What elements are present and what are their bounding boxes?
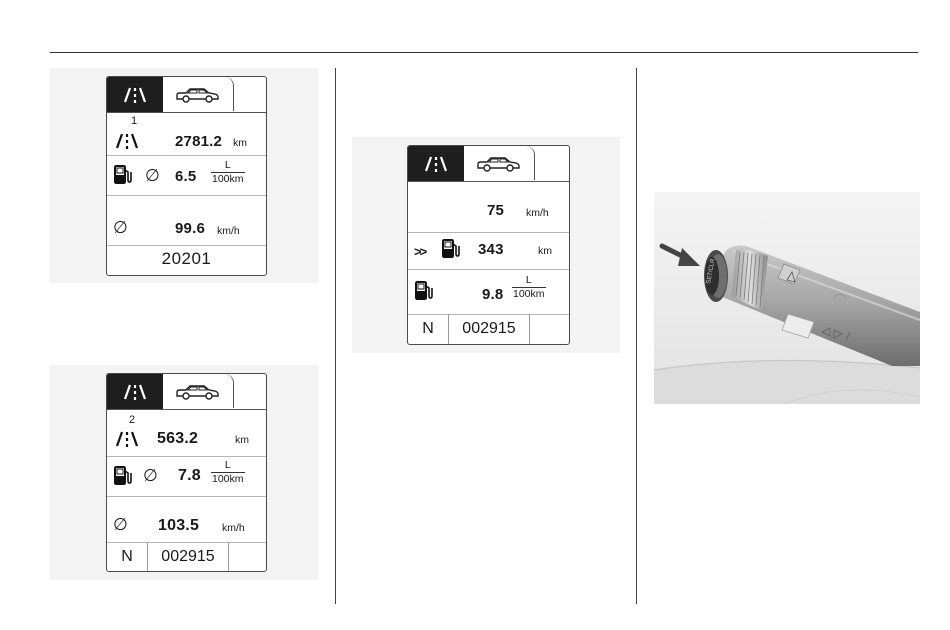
fuel-unit: L 100km [513, 274, 545, 300]
status-row [408, 314, 569, 344]
speed-row [408, 182, 569, 233]
distance-unit: km [235, 434, 249, 446]
display-tab-row [107, 77, 266, 113]
average-speed-row [107, 195, 266, 246]
header-rule [50, 52, 918, 53]
range-prefix: >> [414, 244, 426, 259]
fuel-average-row [107, 155, 266, 196]
speed-value: 75 [487, 202, 505, 219]
tab-vehicle [163, 374, 234, 408]
stalk-illustration [654, 192, 920, 404]
trip-number: 1 [131, 115, 138, 127]
trip-computer-figure-3 [352, 137, 620, 353]
trip-display-2 [106, 373, 267, 572]
column-divider-left [335, 68, 336, 604]
fuel-pump-icon [441, 238, 461, 260]
trip-display-3 [407, 145, 570, 345]
fuel-unit: L 100km [212, 459, 244, 485]
tab-trip [107, 77, 163, 112]
fuel-pump-icon [414, 280, 434, 302]
average-symbol-icon: ∅ [145, 166, 160, 185]
trip-road-icon [422, 154, 450, 174]
odometer-value: 002915 [161, 548, 215, 565]
stalk-photo [654, 192, 920, 404]
car-icon [475, 154, 523, 173]
fuel-instant-row [408, 269, 569, 315]
trip-number: 2 [129, 414, 136, 426]
trip-computer-figure-2 [50, 365, 318, 580]
tab-trip [107, 374, 163, 409]
range-row [408, 232, 569, 270]
trip-road-icon [113, 131, 141, 151]
fuel-instant-value: 9.8 [482, 286, 504, 303]
trip-road-icon [113, 429, 141, 449]
gear-indicator: N [422, 320, 434, 337]
svg-text:SET/CLR: SET/CLR [706, 258, 717, 285]
average-symbol-icon: ∅ [113, 515, 128, 534]
gear-indicator: N [121, 548, 133, 565]
fuel-unit: L 100km [212, 159, 244, 185]
trip-display-1 [106, 76, 267, 276]
trip-distance-value: 2781.2 [175, 133, 223, 150]
tab-vehicle [163, 77, 234, 111]
speed-unit: km/h [222, 522, 245, 534]
average-symbol-icon: ∅ [113, 218, 128, 237]
trip-road-icon [121, 85, 149, 105]
speed-unit: km/h [526, 207, 549, 219]
trip-road-icon [121, 382, 149, 402]
tab-vehicle [464, 146, 535, 180]
fuel-average-value: 6.5 [175, 168, 197, 185]
trip-computer-figure-1 [50, 68, 318, 283]
display-tab-row [107, 374, 266, 410]
column-divider-right [636, 68, 637, 604]
average-speed-value: 103.5 [158, 517, 200, 534]
car-icon [174, 85, 222, 104]
average-symbol-icon: ∅ [143, 466, 158, 485]
fuel-pump-icon [113, 465, 133, 487]
average-speed-row [107, 496, 266, 543]
speed-unit: km/h [217, 225, 240, 237]
range-value: 343 [478, 241, 504, 258]
odometer-row [107, 245, 266, 275]
average-speed-value: 99.6 [175, 220, 205, 237]
status-row [107, 542, 266, 572]
odometer-value: 002915 [462, 320, 516, 337]
fuel-pump-icon [113, 164, 133, 186]
trip-distance-row [107, 410, 266, 457]
car-icon [174, 382, 222, 401]
tab-trip [408, 146, 464, 181]
fuel-average-value: 7.8 [178, 467, 201, 484]
trip-distance-value: 563.2 [157, 430, 199, 447]
fuel-average-row [107, 456, 266, 497]
odometer-value: 20201 [161, 249, 212, 268]
trip-distance-row [107, 113, 266, 156]
display-tab-row [408, 146, 569, 182]
range-unit: km [538, 245, 552, 257]
distance-unit: km [233, 137, 247, 149]
